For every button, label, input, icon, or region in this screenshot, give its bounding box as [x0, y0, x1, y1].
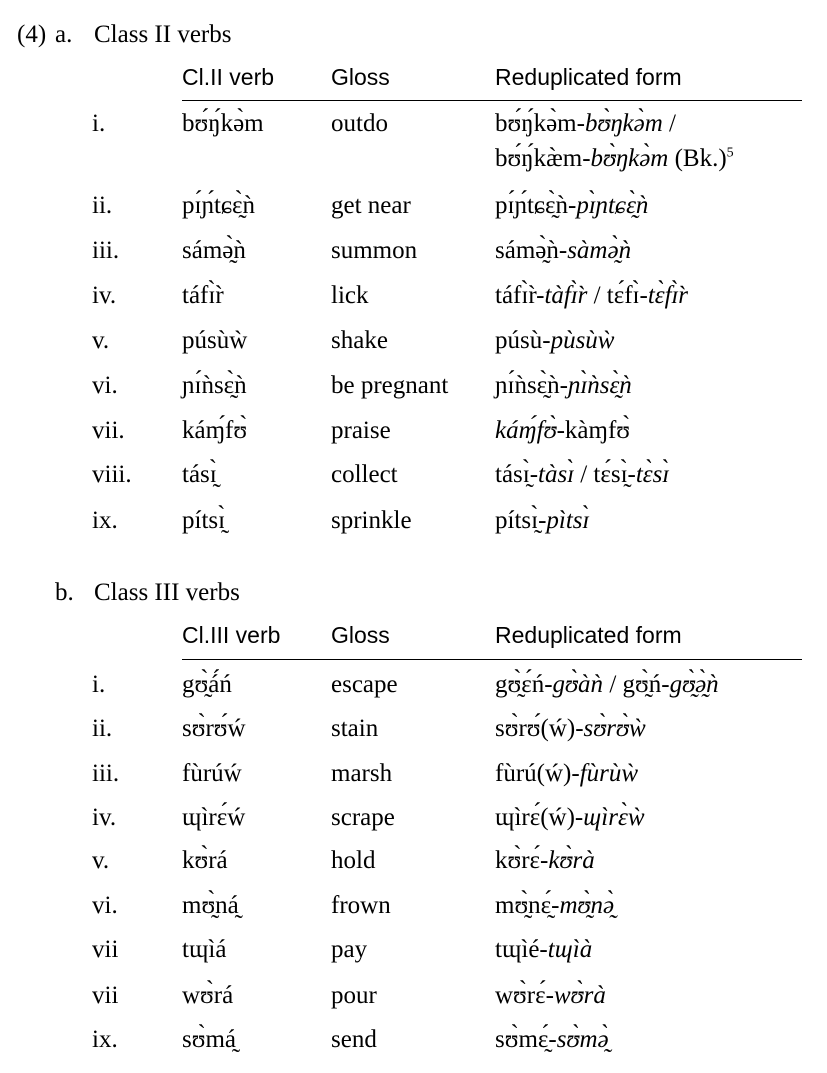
- redup-part: bʊ́ŋ́kə̀m-: [495, 110, 585, 137]
- row-number: vii: [92, 982, 119, 1009]
- verb-form: kʊ̀rá: [182, 847, 228, 874]
- redup-part: sámə̰̀ǹ-: [495, 237, 568, 264]
- reduplicated-form: [495, 805, 645, 830]
- redup-part: -kàɱfʊ̀: [556, 417, 631, 444]
- redup-part: ɲɪ̀ǹsɛ̰̀ǹ: [568, 372, 632, 399]
- redup-part: kʊ̀rà: [548, 847, 595, 874]
- gloss: send: [331, 1026, 377, 1053]
- redup-part: sàmə̰̀ǹ: [567, 237, 632, 264]
- row-number: i.: [92, 110, 106, 137]
- reduplicated-form: [495, 761, 638, 786]
- redup-part: mʊ̰̀nɛ̰́-: [495, 892, 560, 919]
- reduplicated-form: [495, 418, 630, 443]
- reduplicated-form: [495, 893, 614, 918]
- gloss: be pregnant: [331, 372, 449, 399]
- section-title: Class III verbs: [94, 579, 240, 606]
- row-number: ix.: [92, 507, 118, 534]
- gloss: outdo: [331, 110, 388, 137]
- redup-part: bʊ̀ŋkə̀m: [584, 110, 663, 137]
- row-number: vi.: [92, 372, 118, 399]
- redup-part: gʊ̰̀ɛ́ń-: [495, 671, 553, 698]
- redup-part: pítsɪ̰̀-: [495, 507, 547, 534]
- verb-form: sámə̰̀ǹ: [182, 237, 246, 264]
- gloss: frown: [331, 892, 391, 919]
- redup-part: gʊ̰̀ə̰̀ǹ: [669, 671, 719, 698]
- reduplicated-form: [495, 328, 614, 353]
- reduplicated-form: [495, 462, 669, 487]
- reduplicated-form: [495, 848, 595, 873]
- gloss: lick: [331, 282, 369, 309]
- verb-form: sʊ̀má̰: [182, 1026, 236, 1053]
- redup-part: tɛ́fɪ̀-: [606, 282, 648, 309]
- redup-part: fùrùẁ: [579, 760, 639, 787]
- row-number: i.: [92, 671, 106, 698]
- section-label: a.: [55, 21, 73, 48]
- row-number: ix.: [92, 1026, 118, 1053]
- verb-form: wʊ̀rá: [182, 982, 234, 1009]
- gloss: summon: [331, 237, 418, 264]
- row-number: ii.: [92, 715, 113, 742]
- header-gloss: Gloss: [331, 622, 390, 648]
- redup-part: fùrú(ẃ)-: [495, 760, 580, 787]
- redup-part: káɱ́fʊ̀: [495, 417, 557, 444]
- row-number: iii.: [92, 237, 120, 264]
- redup-part: tɛ̀fɪ̀r̀: [647, 282, 688, 309]
- verb-form: púsùẁ: [182, 327, 248, 354]
- row-number: ii.: [92, 192, 113, 219]
- reduplicated-form: [495, 983, 606, 1008]
- verb-form: pítsɪ̰̀: [182, 507, 226, 534]
- gloss: marsh: [331, 760, 393, 787]
- verb-form: táfɪ̀r̀: [182, 282, 224, 309]
- redup-part: tàfɪ̀r̀: [544, 282, 588, 309]
- verb-form: ɰìrɛ́ẃ: [182, 804, 246, 831]
- redup-part: pùsùẁ: [550, 327, 615, 354]
- reduplicated-form: [495, 193, 648, 218]
- gloss: collect: [331, 461, 398, 488]
- reduplicated-form: [495, 672, 719, 697]
- gloss: sprinkle: [331, 507, 412, 534]
- gloss: scrape: [331, 804, 395, 831]
- verb-form: tɰìá: [182, 936, 227, 963]
- gloss: hold: [331, 847, 376, 874]
- redup-part: pìtsɪ̀: [546, 507, 590, 534]
- redup-part: tɰìé-: [495, 936, 548, 963]
- header-verb: Cl.II verb: [182, 64, 275, 90]
- redup-part: bʊ́ŋ́kæ̀m-: [495, 145, 591, 172]
- redup-part: ɲɪ́ǹsɛ̰̀ǹ-: [495, 372, 568, 399]
- reduplicated-form: [495, 937, 592, 962]
- redup-part: pɪ́ɲ́tɕɛ̰̀ǹ-: [495, 192, 577, 219]
- redup-part: /: [587, 282, 607, 309]
- verb-form: mʊ̰̀ná̰: [182, 892, 239, 919]
- example-number: (4): [17, 21, 47, 48]
- verb-form: káɱ́fʊ̀: [182, 417, 248, 444]
- redup-part: tɰìà: [547, 936, 593, 963]
- header-rule: [182, 659, 802, 660]
- row-number: vii.: [92, 417, 125, 444]
- redup-part: mʊ̰̀nə̰̀: [559, 892, 615, 919]
- section-title: Class II verbs: [94, 21, 232, 48]
- redup-part: sʊ̀mə̰̀: [556, 1026, 609, 1053]
- redup-part: wʊ̀rà: [553, 982, 606, 1009]
- redup-part: wʊ̀rɛ́-: [495, 982, 554, 1009]
- reduplicated-form: [495, 716, 646, 741]
- reduplicated-form: [495, 373, 632, 398]
- verb-form: ɲɪ́ǹsɛ̰̀ǹ: [182, 372, 247, 399]
- verb-form: fùrúẃ: [182, 760, 242, 787]
- row-number: vi.: [92, 892, 118, 919]
- redup-part: gʊ̀àǹ: [552, 671, 604, 698]
- redup-part: kʊ̀rɛ́-: [495, 847, 549, 874]
- verb-form: gʊ̰̀á́ń: [182, 671, 232, 698]
- redup-part: bʊ̀ŋkə̀m: [590, 145, 669, 172]
- redup-part: sʊ̀mɛ̰́-: [495, 1026, 557, 1053]
- gloss: escape: [331, 671, 398, 698]
- header-redup: Reduplicated form: [495, 622, 682, 648]
- header-gloss: Gloss: [331, 64, 390, 90]
- verb-form: sʊ̀rʊ́ẃ: [182, 715, 246, 742]
- header-rule: [182, 100, 802, 101]
- redup-part: gʊ̰̀ń-: [622, 671, 670, 698]
- redup-part: tɛ̀sɪ̀: [635, 461, 670, 488]
- row-number: v.: [92, 847, 110, 874]
- gloss: shake: [331, 327, 388, 354]
- gloss: stain: [331, 715, 379, 742]
- header-verb: Cl.III verb: [182, 622, 281, 648]
- reduplicated-form: [495, 283, 688, 308]
- row-number: iv.: [92, 804, 117, 831]
- row-number: iii.: [92, 760, 120, 787]
- gloss: get near: [331, 192, 411, 219]
- redup-part: 5: [726, 145, 734, 161]
- row-number: vii: [92, 936, 119, 963]
- redup-part: /: [573, 461, 594, 488]
- verb-form: tásɪ̰̀: [182, 461, 217, 488]
- redup-part: ɰìrɛ̀ẁ: [583, 804, 645, 831]
- redup-part: /: [603, 671, 623, 698]
- gloss: pour: [331, 982, 377, 1009]
- redup-part: táfɪ̀r̀-: [495, 282, 545, 309]
- redup-part: ɰìrɛ́(ẃ)-: [495, 804, 584, 831]
- redup-part: (Bk.): [668, 145, 727, 172]
- row-number: v.: [92, 327, 110, 354]
- redup-part: tásɪ̰̀-: [495, 461, 539, 488]
- reduplicated-form-variant: [495, 146, 734, 171]
- verb-form: pɪ́ɲ́tɕɛ̰̀ǹ: [182, 192, 255, 219]
- section-label: b.: [55, 579, 74, 606]
- redup-part: pɪ̀ɲtɕɛ̰̀ǹ: [576, 192, 649, 219]
- redup-part: tɛ́sɪ̰̀-: [593, 461, 636, 488]
- redup-part: púsù-: [495, 327, 551, 354]
- reduplicated-form: [495, 111, 676, 136]
- gloss: pay: [331, 936, 368, 963]
- redup-part: sʊ̀rʊ́(ẃ)-: [495, 715, 584, 742]
- reduplicated-form: [495, 1027, 609, 1052]
- redup-part: sʊ̀rʊ̀ẁ: [583, 715, 646, 742]
- redup-part: /: [662, 110, 676, 137]
- row-number: viii.: [92, 461, 132, 488]
- reduplicated-form: [495, 508, 589, 533]
- header-redup: Reduplicated form: [495, 64, 682, 90]
- redup-part: tàsɪ̀: [538, 461, 574, 488]
- reduplicated-form: [495, 238, 631, 263]
- gloss: praise: [331, 417, 391, 444]
- row-number: iv.: [92, 282, 117, 309]
- verb-form: bʊ́ŋ́kə̀m: [182, 110, 264, 137]
